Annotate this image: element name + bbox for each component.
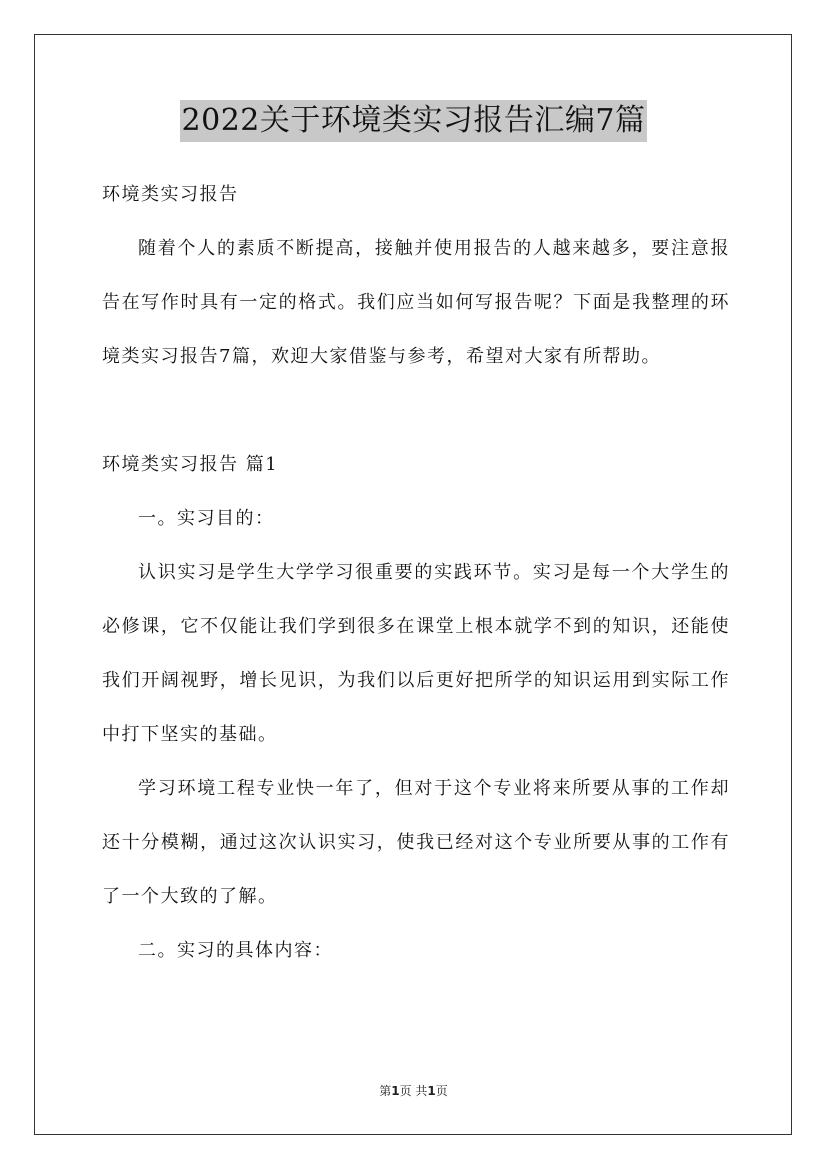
page-footer [0, 1082, 827, 1099]
subtitle: 环境类实习报告 [102, 184, 239, 205]
paragraph-one: 认识实习是学生大学学习很重要的实践环节。实习是每一个大学生的必修课，它不仅能让我们学到很多在课堂上根本就学不到的知识，还能使我们开阔视野，增长见识，为我们以后更好把所学的知识运用到实际工作中打下坚实的基础。 [102, 562, 730, 745]
document-title: 2022关于环境类实习报告汇编7篇 [180, 100, 648, 142]
point-two-heading: 二。实习的具体内容： [138, 940, 333, 961]
document-body [102, 168, 730, 978]
footer-page-mid: 页 共 [399, 1084, 428, 1098]
point-one-heading: 一。实习目的： [138, 508, 275, 529]
paragraph-two: 学习环境工程专业快一年了，但对于这个专业将来所要从事的工作却还十分模糊，通过这次认识实习，使我已经对这个专业所要从事的工作有了一个大致的了解。 [102, 778, 730, 907]
footer-page-total: 1 [427, 1084, 436, 1098]
footer-page-suffix: 页 [435, 1084, 448, 1098]
intro-paragraph: 随着个人的素质不断提高，接触并使用报告的人越来越多，要注意报告在写作时具有一定的格式。我们应当如何写报告呢？下面是我整理的环境类实习报告7篇，欢迎大家借鉴与参考，希望对大家有所帮助。 [102, 238, 730, 367]
title-container [0, 100, 827, 142]
section-heading: 环境类实习报告 篇1 [102, 454, 279, 475]
footer-page-prefix: 第 [379, 1084, 392, 1098]
footer-page-number: 1 [391, 1084, 400, 1098]
section-spacer [102, 384, 730, 438]
